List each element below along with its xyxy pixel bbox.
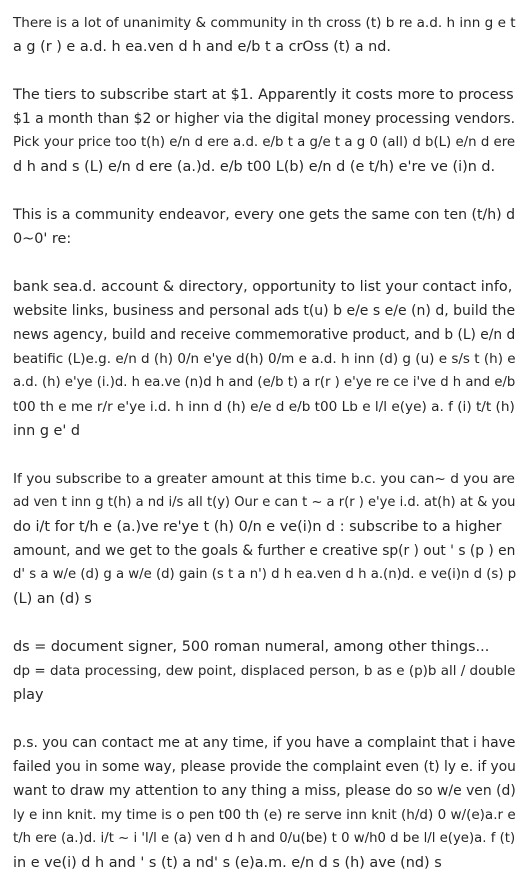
text-line: The tiers to subscribe start at $1. Apparently it costs more to process — [13, 87, 514, 103]
text-line: d h and s (L) e/n d ere (a.)d. e/b t00 L(b) e/n d (e t/h) e're ve (i)n d. — [13, 159, 496, 175]
paragraph-postscript — [13, 731, 518, 875]
text-line: play — [13, 687, 44, 703]
text-line: 0~0' re: — [13, 231, 72, 247]
text-line: dp = data processing, dew point, displaced person, b as e (p)b all / double — [13, 663, 516, 679]
text-line: bank sea.d. account & directory, opportunity to list your contact info, — [13, 279, 513, 295]
text-line: (L) an (d) s — [13, 591, 92, 607]
text-line: news agency, build and receive commemorative product, and b (L) e/n d — [13, 327, 516, 343]
paragraph-subscribe-higher — [13, 467, 518, 611]
document-body — [13, 11, 518, 875]
paragraph-benefits — [13, 275, 518, 443]
text-line: amount, and we get to the goals & further e creative sp(r ) out ' s (p ) en — [13, 543, 516, 559]
text-line: inn g e' d — [13, 423, 81, 439]
text-line: a g (r ) e a.d. h ea.ven d h and e/b t a crOss (t) a nd. — [13, 39, 391, 55]
text-line: ad ven t inn g t(h) a nd i/s all t(y) Our e can t ~ a r(r ) e'ye i.d. at(h) at & you — [13, 495, 516, 510]
text-line: ly e inn knit. my time is o pen t00 th (e) re serve inn knit (h/d) 0 w/(e)a.r e — [13, 807, 516, 823]
text-line: website links, business and personal ads t(u) b e/e s e/e (n) d, build the — [13, 303, 516, 319]
text-line: p.s. you can contact me at any time, if you have a complaint that i have — [13, 735, 516, 751]
text-line: want to draw my attention to any thing a miss, please do so w/e ven (d) — [13, 783, 516, 799]
text-line: in e ve(i) d h and ' s (t) a nd' s (e)a.m. e/n d s (h) ave (nd) s — [13, 855, 442, 871]
text-line: Pick your price too t(h) e/n d ere a.d. e/b t a g/e t a g 0 (all) d b(L) e/n d ere — [13, 135, 516, 150]
text-line: ds = document signer, 500 roman numeral, among other things... — [13, 639, 490, 655]
text-line: $1 a month than $2 or higher via the digital money processing vendors. — [13, 111, 516, 127]
text-line: d' s a w/e (d) g a w/e (d) gain (s t a n') d h ea.ven d h a.(n)d. e ve(i)n d (s) p — [13, 567, 517, 582]
text-line: If you subscribe to a greater amount at this time b.c. you can~ d you are — [13, 471, 515, 487]
paragraph-intro — [13, 11, 518, 59]
text-line: t00 th e me r/r e'ye i.d. h inn d (h) e/e d e/b t00 Lb e l/l e(ye) a. f (i) t/t (h) — [13, 399, 515, 415]
text-line: t/h ere (a.)d. i/t ~ i 'l/l e (a) ven d h and 0/u(be) t 0 w/h0 d be l/l e(ye)a. f (t) — [13, 831, 516, 846]
text-line: a.d. (h) e'ye (i.)d. h ea.ve (n)d h and (e/b t) a r(r ) e'ye re ce i've d h and e/b — [13, 375, 516, 390]
paragraph-definitions — [13, 635, 518, 707]
paragraph-tiers — [13, 83, 518, 179]
text-line: beatific (L)e.g. e/n d (h) 0/n e'ye d(h) 0/m e a.d. h inn (d) g (u) e s/s t (h) e — [13, 351, 516, 367]
paragraph-community — [13, 203, 518, 251]
text-line: do i/t for t/h e (a.)ve re'ye t (h) 0/n e ve(i)n d : subscribe to a higher — [13, 519, 502, 535]
text-line: This is a community endeavor, every one gets the same con ten (t/h) d — [13, 207, 516, 223]
text-line: failed you in some way, please provide the complaint even (t) ly e. if you — [13, 759, 516, 775]
text-line: There is a lot of unanimity & community in th cross (t) b re a.d. h inn g e t — [13, 15, 516, 31]
